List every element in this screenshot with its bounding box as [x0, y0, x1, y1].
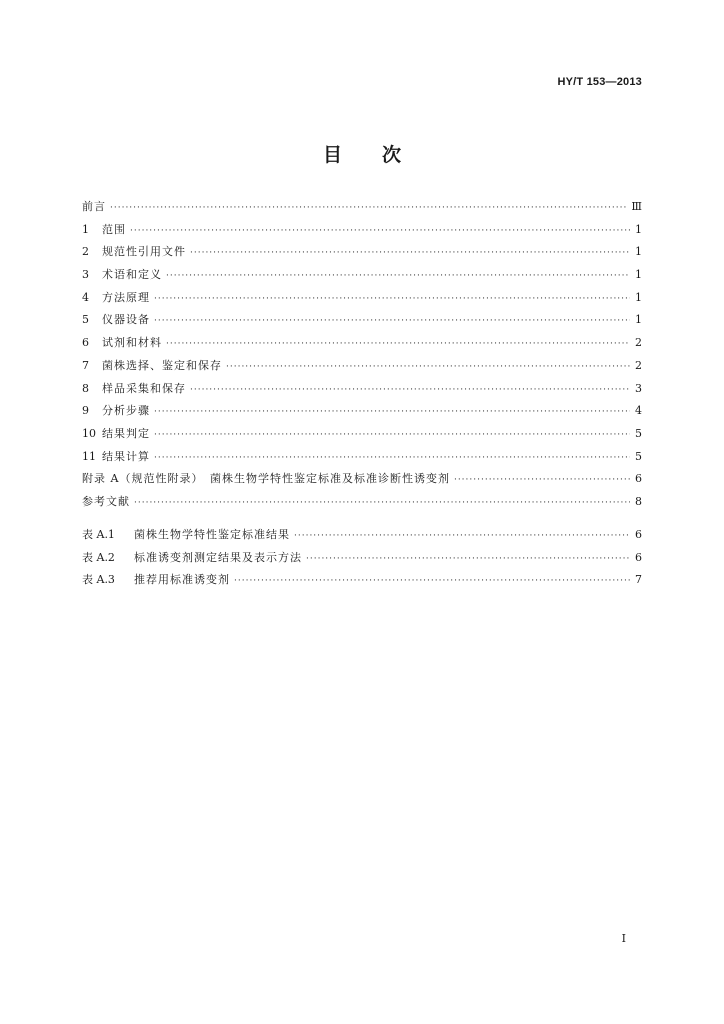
toc-entry-page: 1 [635, 245, 642, 259]
toc-entry-number: 4 [82, 290, 89, 304]
toc-entry-number: 7 [82, 358, 89, 372]
dot-leader [134, 492, 630, 515]
toc-entry-title: 规范性引用文件 [102, 245, 186, 259]
toc-entry-page: 1 [635, 222, 642, 236]
toc-entry-title: 术语和定义 [102, 268, 162, 282]
toc-entry-title: 试剂和材料 [102, 336, 162, 350]
toc-entry[interactable] [82, 219, 642, 242]
toc-entry[interactable] [82, 491, 642, 514]
dot-leader [154, 424, 630, 447]
toc-entry[interactable] [82, 468, 642, 491]
toc-entry-number: 6 [82, 336, 89, 350]
table-entry-title: 标准诱变剂测定结果及表示方法 [134, 550, 302, 564]
toc-entry-title: 结果计算 [102, 449, 150, 463]
table-entry-number: 表 A.3 [82, 573, 115, 587]
dot-leader [294, 525, 630, 548]
toc-entry-number: 1 [82, 222, 89, 236]
dot-leader [454, 469, 630, 492]
toc-entry[interactable] [82, 241, 642, 264]
toc-entry-title: 仪器设备 [102, 313, 150, 327]
dot-leader [190, 379, 630, 402]
table-entry-page: 7 [635, 573, 642, 587]
toc-entry-number: 5 [82, 313, 89, 327]
table-entry-number: 表 A.2 [82, 550, 115, 564]
toc-entry-number: 8 [82, 381, 89, 395]
table-entry-page: 6 [635, 528, 642, 541]
toc-entry-title: 参考文献 [82, 494, 130, 508]
toc-entry-page: 8 [635, 494, 642, 508]
toc-entry[interactable] [82, 287, 642, 310]
toc-entry-page: 5 [635, 449, 642, 463]
toc-entry-number: 11 [82, 449, 96, 463]
table-entry[interactable] [82, 547, 642, 570]
toc-entry-title: 菌株选择、鉴定和保存 [102, 358, 222, 372]
toc-entry[interactable] [82, 264, 642, 287]
page-title [0, 140, 724, 167]
table-entry-page: 6 [635, 550, 642, 564]
toc-entry-page: Ⅲ [631, 200, 642, 213]
table-entry-title: 菌株生物学特性鉴定标准结果 [134, 528, 290, 541]
dot-leader [154, 288, 630, 311]
toc-entry[interactable] [82, 196, 642, 219]
toc-entry[interactable] [82, 400, 642, 423]
toc-entry-number: 3 [82, 268, 89, 282]
toc-entry[interactable] [82, 423, 642, 446]
dot-leader [234, 570, 630, 593]
toc-entry-page: 1 [635, 268, 642, 282]
page-number: I [621, 932, 626, 945]
table-entry[interactable] [82, 524, 642, 547]
dot-leader [306, 548, 630, 571]
dot-leader [166, 265, 630, 288]
dot-leader [130, 220, 630, 243]
toc-entry-title: 样品采集和保存 [102, 381, 186, 395]
toc-entry[interactable] [82, 355, 642, 378]
toc-entry-number: 9 [82, 404, 89, 418]
table-entry-title: 推荐用标准诱变剂 [134, 573, 230, 587]
toc-entry-title: 结果判定 [102, 426, 150, 440]
dot-leader [154, 310, 630, 333]
toc-entry-title: 分析步骤 [102, 404, 150, 418]
toc-entry-page: 6 [635, 472, 642, 486]
title-part-2: 次 [382, 144, 402, 166]
dot-leader [190, 242, 630, 265]
toc-entry[interactable] [82, 446, 642, 469]
table-entry-number: 表 A.1 [82, 528, 115, 541]
toc-entry-page: 5 [635, 426, 642, 440]
toc-entry-title: 方法原理 [102, 290, 150, 304]
toc-entry-page: 1 [635, 290, 642, 304]
toc-entry-number: 2 [82, 245, 89, 259]
table-list [82, 524, 642, 592]
standard-code: HY/T 153—2013 [557, 76, 642, 88]
toc-entry-page: 3 [635, 381, 642, 395]
toc-list [82, 196, 642, 514]
dot-leader [154, 401, 630, 424]
dot-leader [110, 197, 627, 220]
toc-entry[interactable] [82, 309, 642, 332]
toc-entry[interactable] [82, 332, 642, 355]
dot-leader [154, 447, 630, 470]
dot-leader [226, 356, 630, 379]
title-part-1: 目 [322, 144, 342, 166]
toc-entry-title: 附录 A（规范性附录） 菌株生物学特性鉴定标准及标准诊断性诱变剂 [82, 472, 450, 486]
toc-entry-title: 前言 [82, 200, 106, 213]
toc-entry-page: 1 [635, 313, 642, 327]
toc-entry-page: 2 [635, 358, 642, 372]
toc-entry-page: 2 [635, 336, 642, 350]
toc-entry-number: 10 [82, 426, 96, 440]
toc-entry-page: 4 [635, 404, 642, 418]
table-entry[interactable] [82, 569, 642, 592]
dot-leader [166, 333, 630, 356]
toc-entry-title: 范围 [102, 222, 126, 236]
toc-entry[interactable] [82, 378, 642, 401]
